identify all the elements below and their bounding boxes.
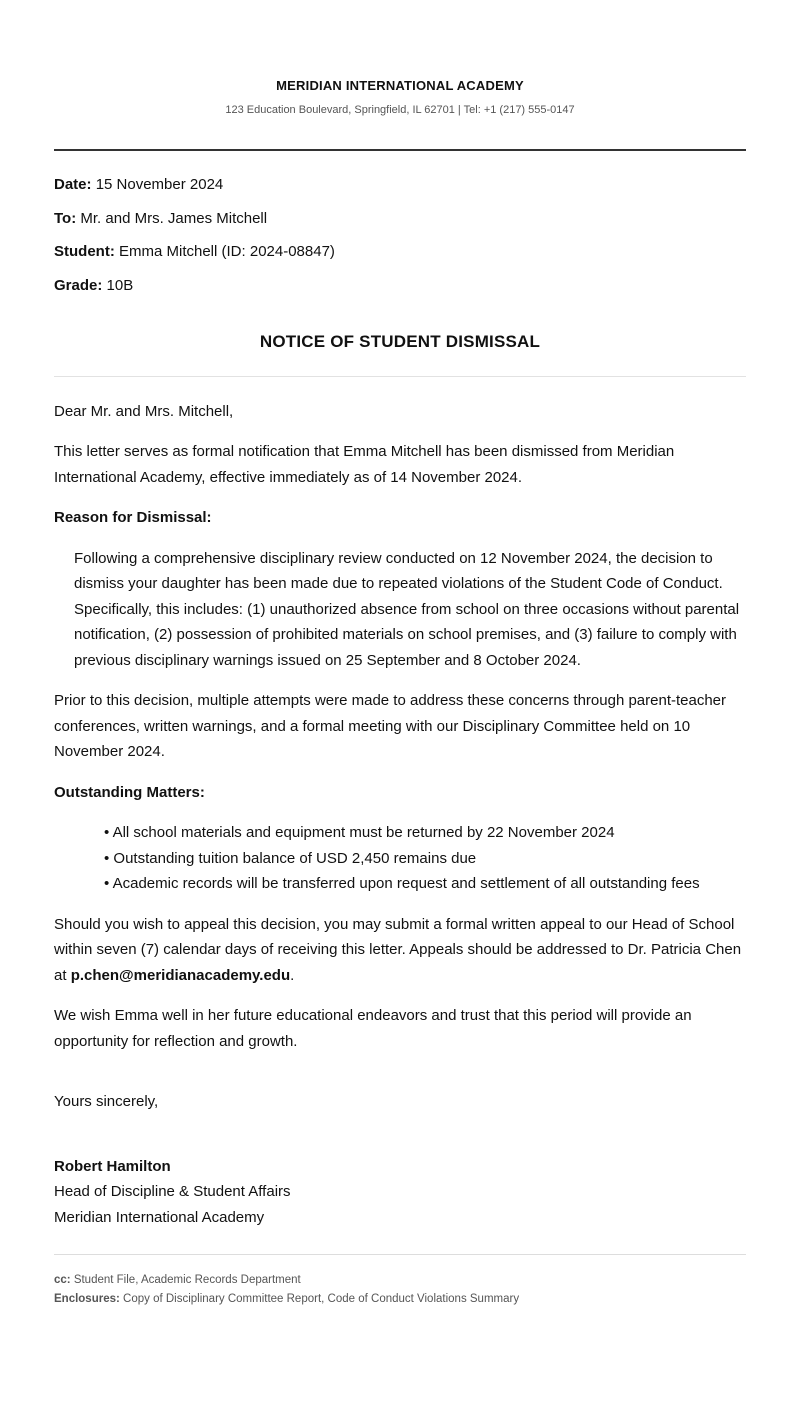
grade-value: 10B <box>106 276 134 294</box>
signature-block <box>54 1154 746 1231</box>
title-divider <box>54 376 746 377</box>
student-row <box>54 242 746 262</box>
list-item: • Outstanding tuition balance of USD 2,450 remains due <box>104 849 477 867</box>
appeal-text: Should you wish to appeal this decision, you may submit a formal written appeal to our Head of School within seven (7) calendar days of receiving this letter. Appeals should be addressed to Dr. Patricia Chen at <box>54 915 742 984</box>
school-address: 123 Education Boulevard, Springfield, IL 62701 | Tel: +1 (217) 555-0147 <box>225 104 575 116</box>
student-value: Emma Mitchell (ID: 2024-08847) <box>119 243 335 260</box>
grade-row <box>54 276 746 296</box>
list-item: • All school materials and equipment must be returned by 22 November 2024 <box>104 824 615 841</box>
cc-label: cc: <box>54 1274 71 1286</box>
recipient-row <box>54 209 746 229</box>
appeal-email: p.chen@meridianacademy.edu <box>70 966 291 984</box>
recipient-value: Mr. and Mrs. James Mitchell <box>80 209 268 227</box>
closing: Yours sincerely, <box>54 1093 159 1110</box>
student-label: Student: <box>54 243 115 260</box>
appeal-end: . <box>290 966 295 984</box>
date-row <box>54 175 746 195</box>
prior-attempts-paragraph: Prior to this decision, multiple attempts were made to address these concerns through parent-teacher conferences, written warnings, and a formal meeting with our Disciplinary Committee held on 10 November 2024. <box>54 692 727 760</box>
signatory-name: Robert Hamilton <box>54 1157 171 1175</box>
grade-label: Grade: <box>54 276 103 294</box>
enclosures-line <box>54 1290 746 1309</box>
salutation: Dear Mr. and Mrs. Mitchell, <box>54 402 234 420</box>
letter-footer <box>54 1271 746 1309</box>
header-divider <box>54 149 746 151</box>
signatory-organization: Meridian International Academy <box>54 1208 265 1226</box>
enclosures-value: Copy of Disciplinary Committee Report, Code of Conduct Violations Summary <box>119 1293 520 1305</box>
letter-meta <box>54 175 746 296</box>
outstanding-heading: Outstanding Matters: <box>54 783 205 801</box>
notice-title: NOTICE OF STUDENT DISMISSAL <box>259 331 541 351</box>
letter-page <box>54 0 746 1309</box>
reason-paragraph: Following a comprehensive disciplinary review conducted on 12 November 2024, the decision to dismiss your daughter has been made due to repeated violations of the Student Code of Conduct. Specifically, this includes: (1) unauthorized absence from school on three occasions without parental notification, (2) possession of prohibited materials on school premises, and (3) failure to comply with previous disciplinary warnings issued on 25 September and 8 October 2024. <box>74 549 740 669</box>
letterhead <box>54 0 746 117</box>
wishes-paragraph: We wish Emma well in her future educational endeavors and trust that this period will provide an opportunity for reflection and growth. <box>54 1007 692 1050</box>
signatory-role: Head of Discipline & Student Affairs <box>54 1183 291 1200</box>
reason-heading: Reason for Dismissal: <box>54 509 212 526</box>
outstanding-list <box>54 820 746 897</box>
date-value: 15 November 2024 <box>95 176 224 193</box>
recipient-label: To: <box>54 209 77 227</box>
letter-body <box>54 399 746 1231</box>
school-name: MERIDIAN INTERNATIONAL ACADEMY <box>276 78 524 93</box>
cc-value: Student File, Academic Records Department <box>70 1274 301 1286</box>
appeal-paragraph <box>54 912 746 989</box>
list-item: • Academic records will be transferred upon request and settlement of all outstanding fees <box>104 875 700 892</box>
intro-paragraph: This letter serves as formal notification that Emma Mitchell has been dismissed from Meridian International Academy, effective immediately as of 14 November 2024. <box>54 443 675 486</box>
cc-line <box>54 1271 746 1290</box>
enclosures-label: Enclosures: <box>54 1293 120 1305</box>
footer-divider <box>54 1254 746 1255</box>
date-label: Date: <box>54 176 92 193</box>
